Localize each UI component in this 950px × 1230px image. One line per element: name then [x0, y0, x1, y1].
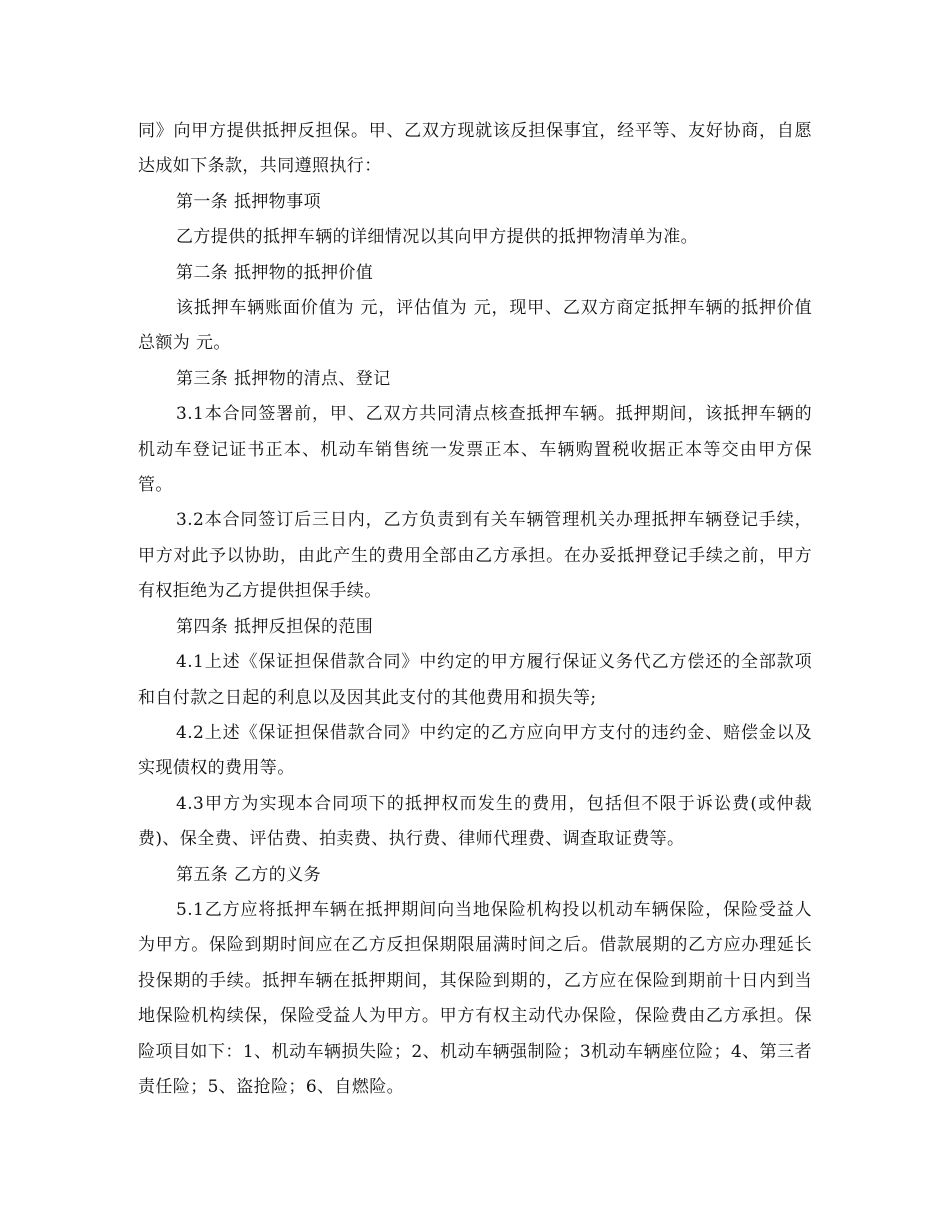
clause-3-1: 3.1本合同签署前，甲、乙双方共同清点核查抵押车辆。抵押期间，该抵押车辆的机动车登记证书正本、机动车销售统一发票正本、车辆购置税收据正本等交由甲方保管。 [138, 404, 812, 496]
article-3-heading: 第三条 抵押物的清点、登记 [176, 368, 391, 389]
article-5-heading: 第五条 乙方的义务 [176, 864, 322, 885]
intro-paragraph: 同》向甲方提供抵押反担保。甲、乙双方现就该反担保事宜，经平等、友好协商，自愿达成如下条款，共同遵照执行： [138, 121, 812, 177]
clause-5-1: 5.1乙方应将抵押车辆在抵押期间向当地保险机构投以机动车辆保险，保险受益人为甲方。保险到期时间应在乙方反担保期限届满时间之后。借款展期的乙方应办理延长投保期的手续。抵押车辆在抵押期间，其保险到期的，乙方应在保险到期前十日内到当地保险机构续保，保险受益人为甲方。甲方有权主动代办保险，保险费由乙方承担。保险项目如下：1、机动车辆损失险；2、机动车辆强制险；3机动车辆座位险；4、第三者责任险；5、盗抢险；6、自燃险。 [138, 899, 812, 1097]
clause-4-2: 4.2上述《保证担保借款合同》中约定的乙方应向甲方支付的违约金、赔偿金以及实现债权的费用等。 [138, 722, 812, 779]
article-2-paragraph: 该抵押车辆账面价值为 元，评估值为 元，现甲、乙双方商定抵押车辆的抵押价值总额为 元。 [138, 298, 812, 354]
clause-4-1: 4.1上述《保证担保借款合同》中约定的甲方履行保证义务代乙方偿还的全部款项和自付款之日起的利息以及因其此支付的其他费用和损失等; [138, 652, 812, 708]
article-4-heading: 第四条 抵押反担保的范围 [176, 616, 374, 637]
article-1-heading: 第一条 抵押物事项 [176, 191, 322, 212]
contract-text [138, 114, 812, 1105]
clause-3-2: 3.2本合同签订后三日内，乙方负责到有关车辆管理机关办理抵押车辆登记手续，甲方对此予以协助，由此产生的费用全部由乙方承担。在办妥抵押登记手续之前，甲方有权拒绝为乙方提供担保手续。 [138, 510, 812, 602]
clause-4-3: 4.3甲方为实现本合同项下的抵押权而发生的费用，包括但不限于诉讼费(或仲裁费)、保全费、评估费、拍卖费、执行费、律师代理费、调查取证费等。 [138, 793, 812, 850]
article-2-heading: 第二条 抵押物的抵押价值 [176, 262, 374, 283]
article-1-paragraph: 乙方提供的抵押车辆的详细情况以其向甲方提供的抵押物清单为准。 [176, 227, 698, 248]
